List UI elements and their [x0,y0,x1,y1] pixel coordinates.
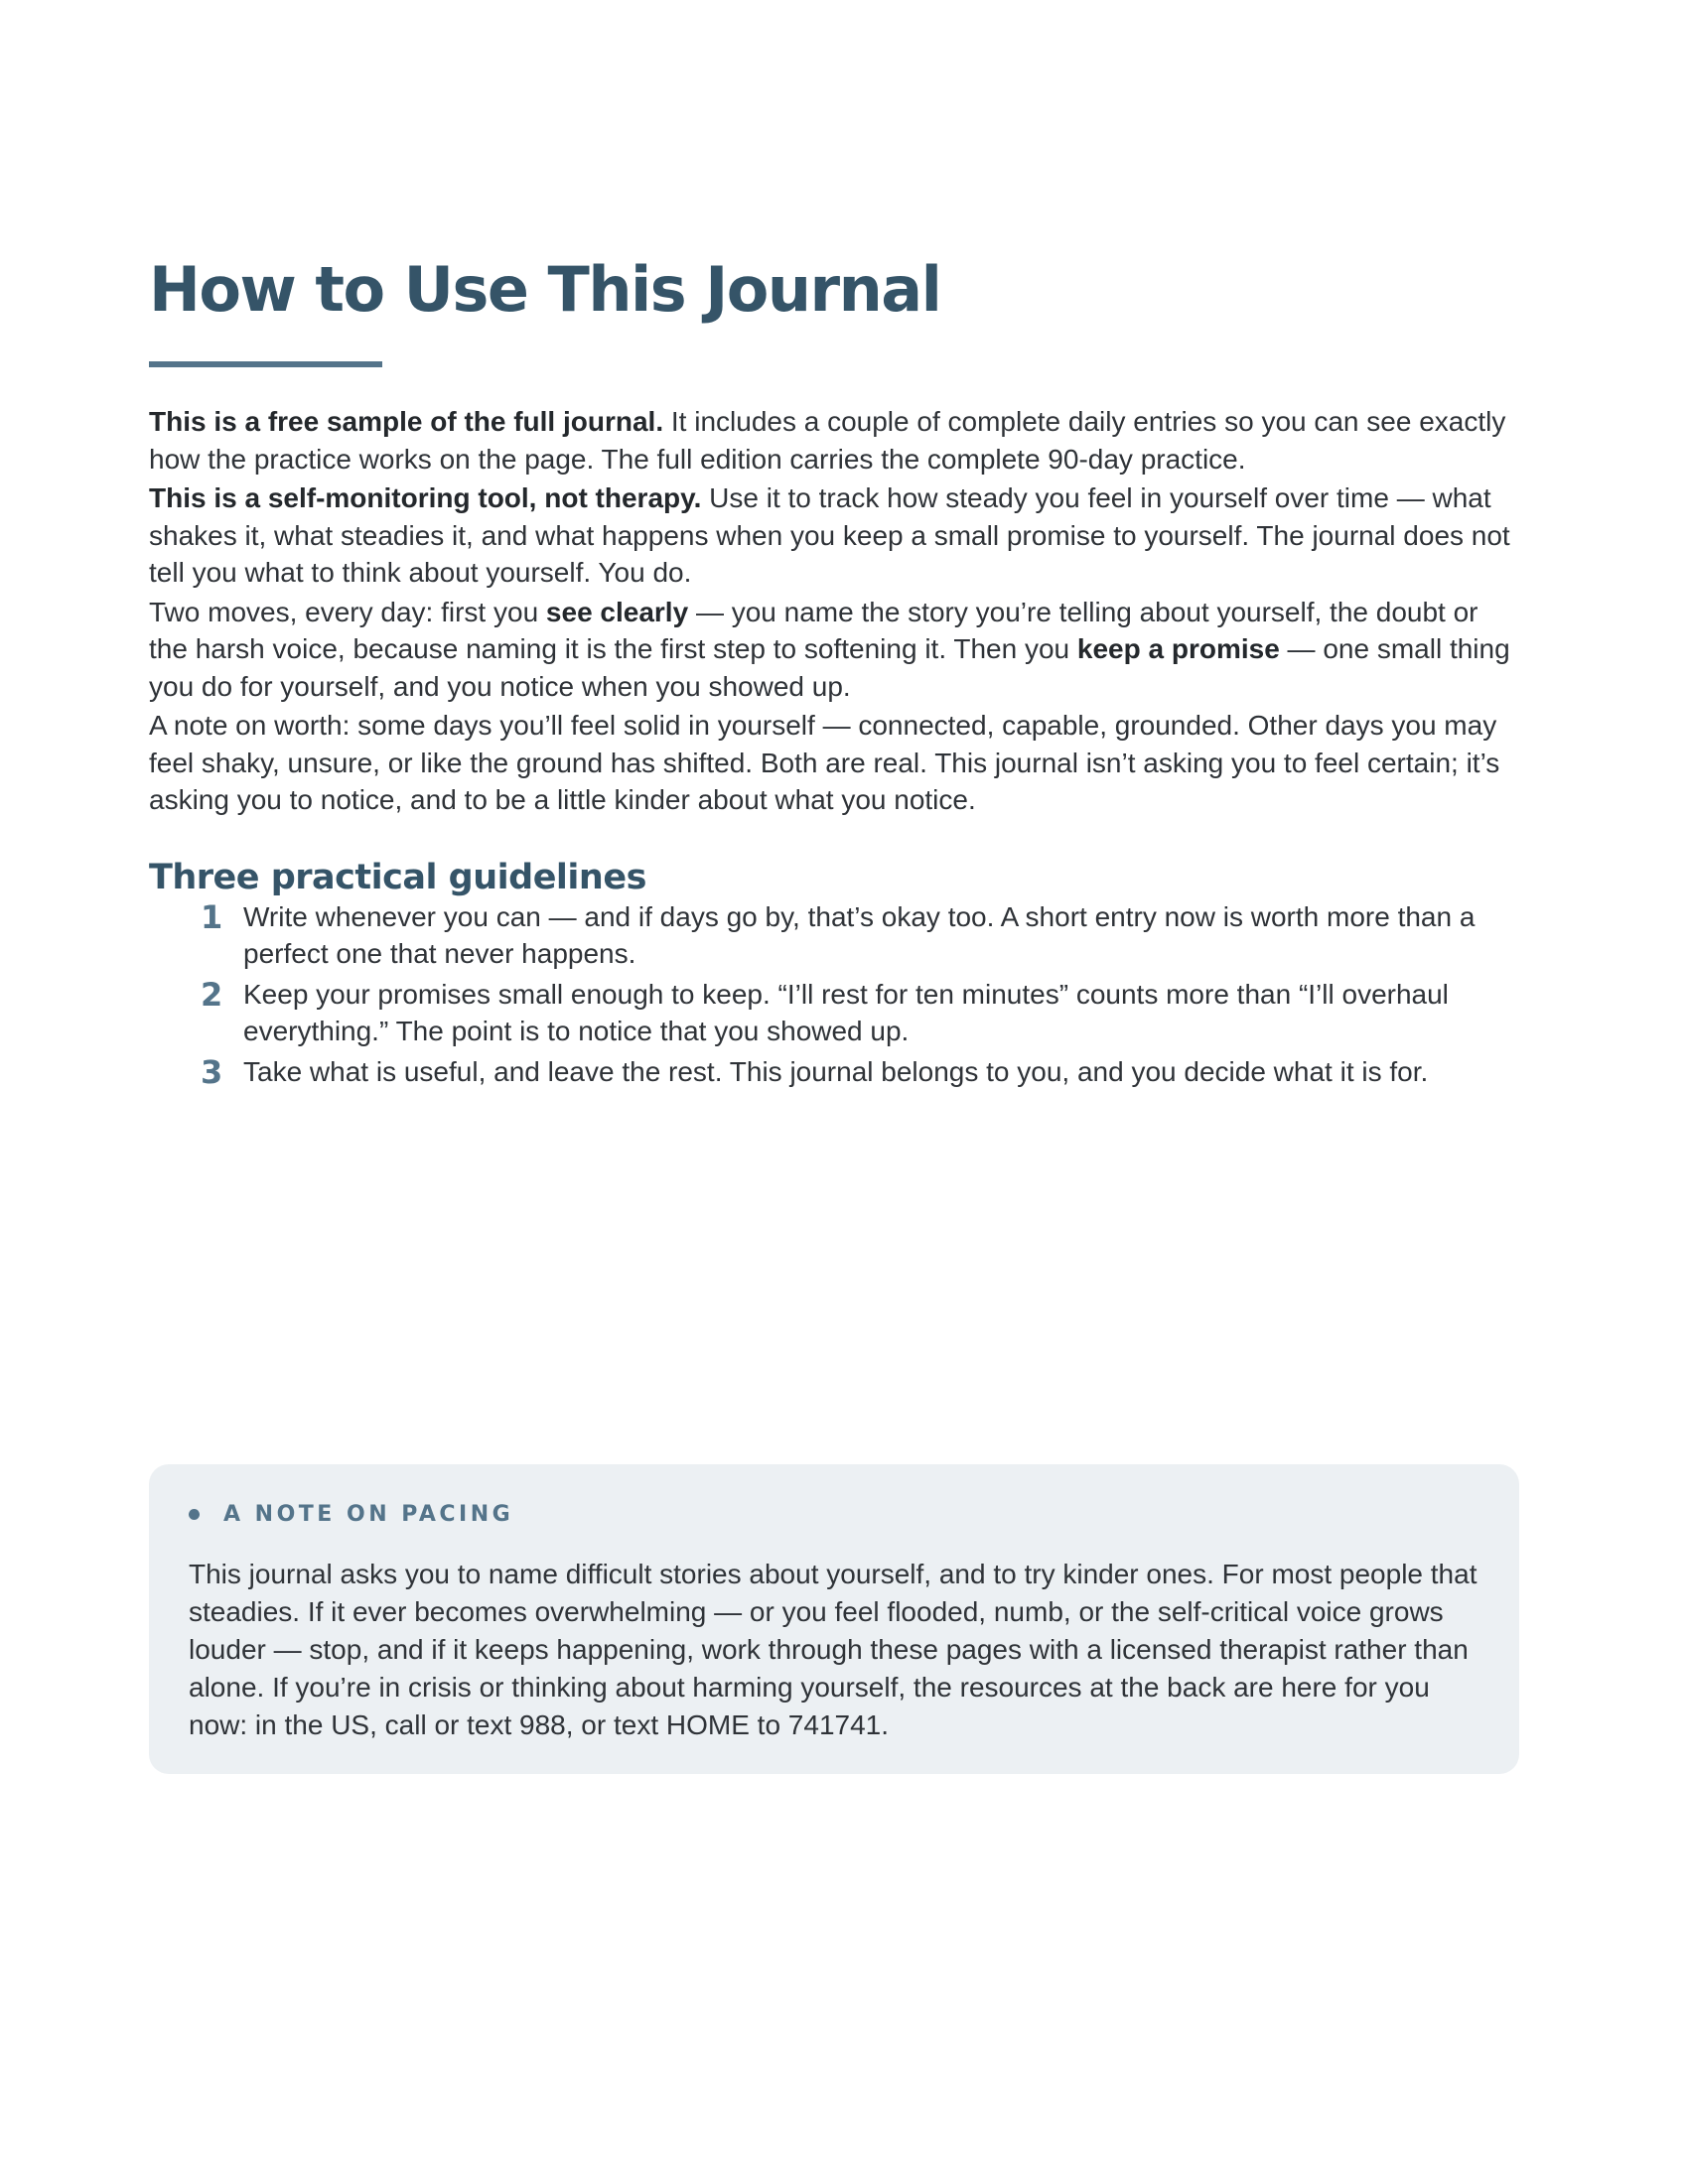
guideline-text: Keep your promises small enough to keep. “I’ll rest for ten minutes” counts more than “I’ll overhaul everything.” The point is to notice that you showed up. [243,979,1449,1046]
intro-section [149,403,1519,821]
bullet-dot-icon [189,1509,200,1520]
title-underline [149,361,382,367]
guideline-number: 3 [201,1053,223,1091]
guideline-number: 1 [201,898,223,936]
intro-sample-bold: This is a free sample of the full journal. [149,406,664,437]
guideline-item [149,1053,1519,1090]
guideline-number: 2 [201,976,223,1014]
page-title: How to Use This Journal [149,253,941,326]
intro-paragraph-tool [149,479,1519,592]
guidelines-list [149,898,1519,1094]
pacing-note-header [189,1494,1479,1534]
guidelines-heading: Three practical guidelines [149,858,646,897]
intro-paragraph-moves [149,594,1519,706]
intro-tool-bold: This is a self-monitoring tool, not therapy. [149,482,702,513]
pacing-note-box [149,1464,1519,1774]
intro-paragraph-sample [149,403,1519,478]
moves-text-mid: — you name the story you’re telling about yourself, the doubt or the harsh voice, because naming it is the first step to softening it. Then you [149,596,1478,664]
guideline-item [149,976,1519,1049]
intro-sample-text: It includes a couple of complete daily entries so you can see exactly how the practice works on the page. The full edition carries the complete 90-day practice. [149,406,1506,475]
pacing-note-body: This journal asks you to name difficult stories about yourself, and to try kinder ones. For most people that steadies. If it ever becomes overwhelming — or you feel flooded, numb, or the self-critical voice grows louder — stop, and if it keeps happening, work through these pages with a licensed therapist rather than alone. If you’re in crisis or thinking about harming yourself, the resources at the back are here for you now: in the US, call or text 988, or text HOME to 741741. [189,1559,1477,1740]
intro-paragraph-worth: A note on worth: some days you’ll feel solid in yourself — connected, capable, grounded. Other days you may feel shaky, unsure, or like the ground has shifted. Both are real. This journal isn’t asking you to feel certain; it’s asking you to notice, and to be a little kinder about what you notice. [149,710,1500,815]
moves-text-pre: Two moves, every day: first you [149,596,546,627]
pacing-note-label: A NOTE ON PACING [223,1501,514,1527]
moves-see-clearly: see clearly [545,596,689,627]
moves-keep-promise: keep a promise [1076,633,1280,664]
moves-text-post: — one small thing you do for yourself, and you notice when you showed up. [149,633,1510,702]
intro-tool-text: Use it to track how steady you feel in yourself over time — what shakes it, what steadies it, and what happens when you keep a small promise to yourself. The journal does not tell you what to think about yourself. You do. [149,482,1510,588]
guideline-text: Write whenever you can — and if days go by, that’s okay too. A short entry now is worth more than a perfect one that never happens. [243,901,1476,969]
guideline-item [149,898,1519,972]
guideline-text: Take what is useful, and leave the rest. This journal belongs to you, and you decide what it is for. [243,1056,1429,1087]
